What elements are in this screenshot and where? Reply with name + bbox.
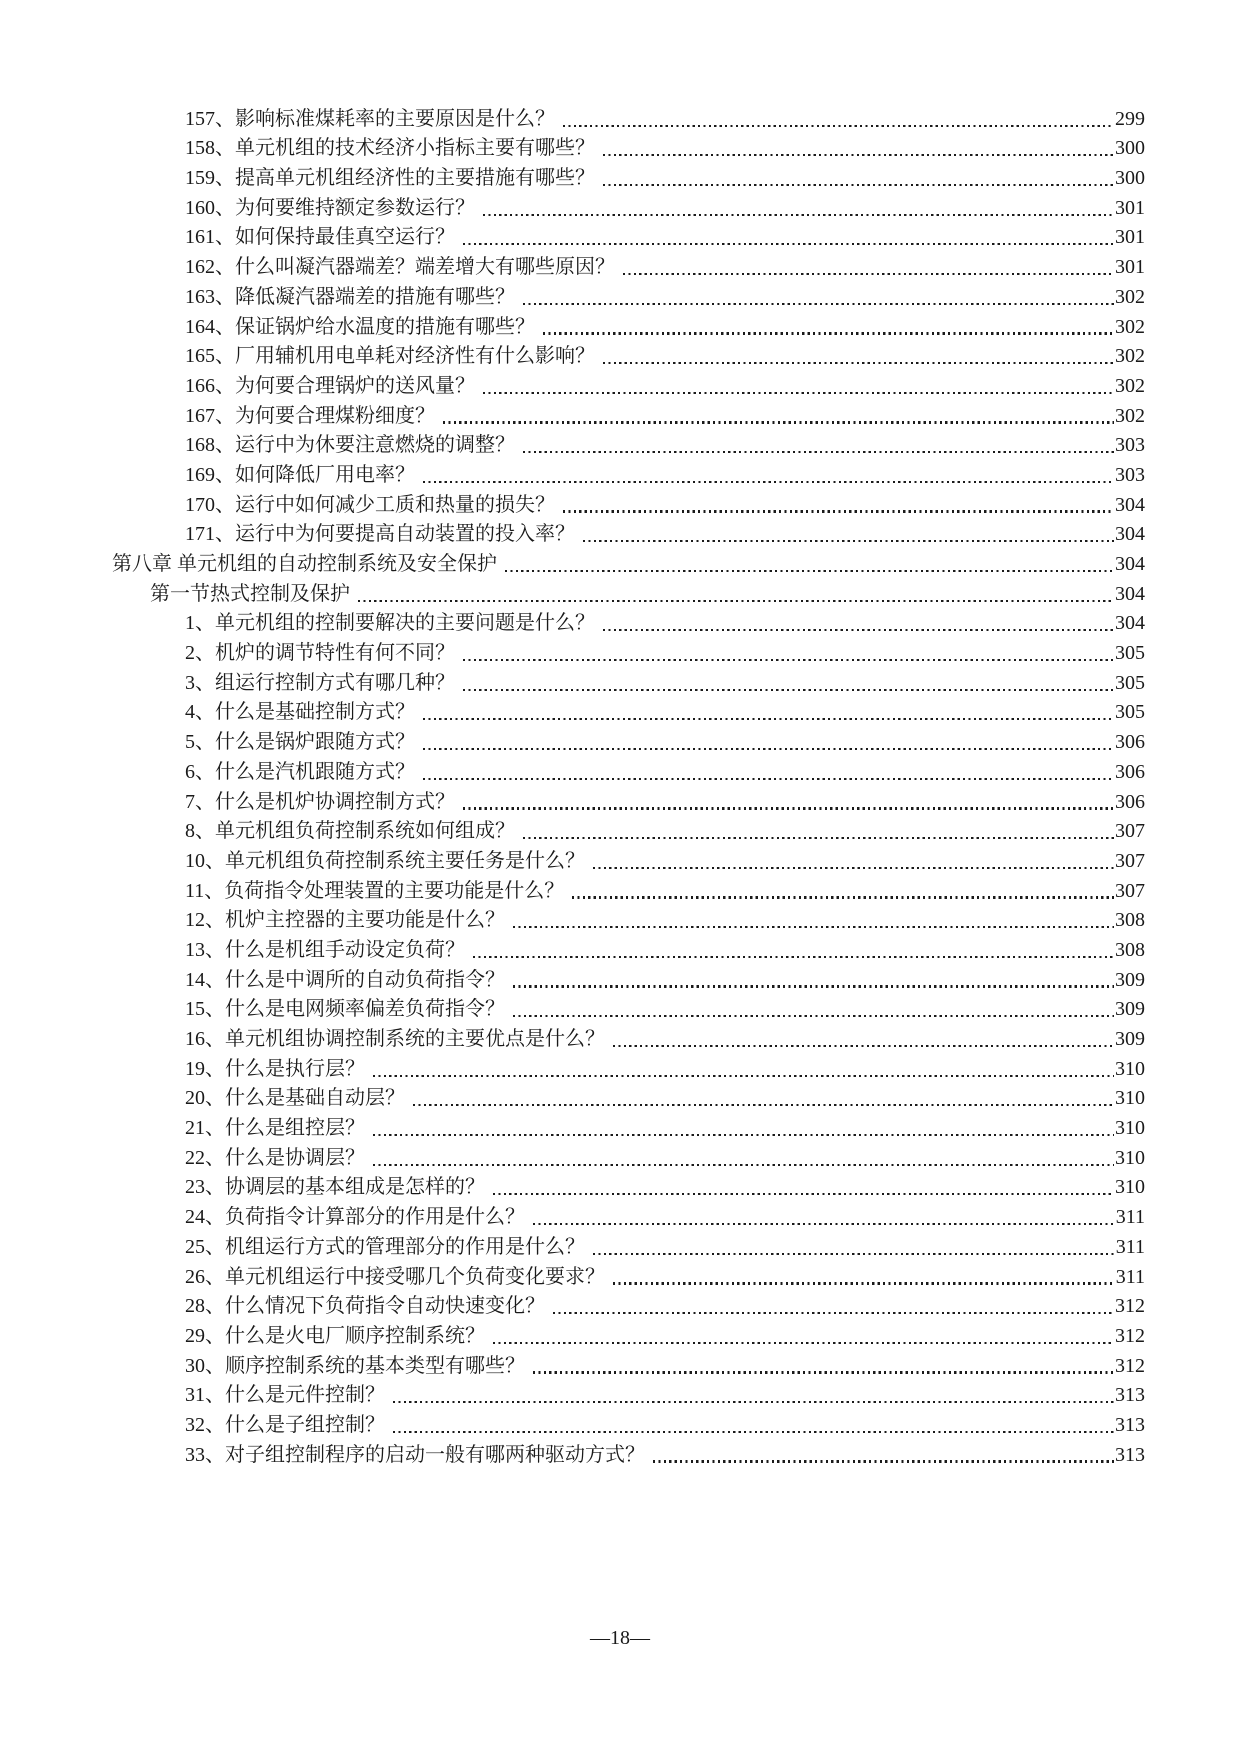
toc-entry-page: 302 <box>1115 374 1145 397</box>
toc-entry-label: 4、什么是基础控制方式？ <box>185 701 415 724</box>
toc-entry-label: 160、为何要维持额定参数运行？ <box>185 196 475 219</box>
toc-entry-label: 32、什么是子组控制？ <box>185 1413 385 1436</box>
toc-entry <box>112 637 1145 667</box>
toc-entry-label: 24、负荷指令计算部分的作用是什么？ <box>185 1206 525 1229</box>
dot-leader <box>505 570 1114 572</box>
toc-entry-page: 312 <box>1115 1295 1145 1318</box>
toc-entry <box>112 1320 1145 1350</box>
toc-entry-page: 307 <box>1115 879 1145 902</box>
toc-entry <box>112 311 1145 341</box>
toc-entry <box>112 786 1145 816</box>
toc-entry <box>112 251 1145 281</box>
toc-entry-label: 30、顺序控制系统的基本类型有哪些？ <box>185 1354 525 1377</box>
dot-leader <box>613 1282 1115 1284</box>
dot-leader <box>358 600 1114 602</box>
toc-entry-label: 164、保证锅炉给水温度的措施有哪些？ <box>185 315 535 338</box>
toc-entry-label: 163、降低凝汽器端差的措施有哪些？ <box>185 285 515 308</box>
toc-entry-label: 21、什么是组控层？ <box>185 1117 365 1140</box>
dot-leader <box>513 926 1114 928</box>
toc-entry-page: 311 <box>1115 1206 1145 1229</box>
toc-entry-page: 302 <box>1115 345 1145 368</box>
toc-entry-label: 20、什么是基础自动层？ <box>185 1087 405 1110</box>
toc-entry-label: 14、什么是中调所的自动负荷指令？ <box>185 968 505 991</box>
toc-entry-label: 33、对子组控制程序的启动一般有哪两种驱动方式？ <box>185 1443 645 1466</box>
toc-entry-page: 309 <box>1115 1028 1145 1050</box>
toc-entry-page: 311 <box>1115 1235 1145 1258</box>
toc-entry <box>112 667 1145 697</box>
toc-entry-page: 304 <box>1115 523 1145 546</box>
toc-entry-label: 161、如何保持最佳真空运行？ <box>185 226 455 249</box>
toc-entry-page: 307 <box>1115 820 1145 843</box>
toc-entry <box>112 578 1145 608</box>
toc-entry-label: 170、运行中如何减少工质和热量的损失？ <box>185 493 555 516</box>
toc-entry-page: 305 <box>1115 642 1145 665</box>
toc-entry <box>112 192 1145 222</box>
toc-entry-page: 301 <box>1115 256 1145 279</box>
toc-entry-label: 158、单元机组的技术经济小指标主要有哪些？ <box>185 137 595 160</box>
toc-entry-page: 312 <box>1115 1324 1145 1347</box>
dot-leader <box>373 1134 1114 1136</box>
toc-entry-label: 15、什么是电网频率偏差负荷指令？ <box>185 998 505 1021</box>
toc-entry-label: 165、厂用辅机用电单耗对经济性有什么影响？ <box>185 345 595 368</box>
toc-entry <box>112 1350 1145 1380</box>
dot-leader <box>603 362 1114 364</box>
dot-leader <box>373 1075 1114 1077</box>
toc-entry-label: 2、机炉的调节特性有何不同？ <box>185 642 455 665</box>
toc-entry <box>112 430 1145 460</box>
dot-leader <box>493 1342 1114 1344</box>
toc-entry <box>112 400 1145 430</box>
toc-entry-label: 10、单元机组负荷控制系统主要任务是什么？ <box>185 849 585 872</box>
toc-entry-page: 310 <box>1115 1057 1145 1080</box>
toc-entry-page: 306 <box>1115 731 1145 754</box>
toc-entry <box>112 281 1145 311</box>
toc-entry-page: 311 <box>1115 1265 1145 1288</box>
dot-leader <box>533 1223 1115 1225</box>
dot-leader <box>473 956 1114 958</box>
dot-leader <box>413 1104 1114 1106</box>
toc-entry-page: 301 <box>1115 226 1145 249</box>
toc-entry <box>112 608 1145 638</box>
toc-entry-label: 3、组运行控制方式有哪几种？ <box>185 671 455 694</box>
dot-leader <box>593 867 1114 869</box>
toc-entry-page: 308 <box>1115 909 1145 932</box>
toc-entry-label: 19、什么是执行层？ <box>185 1057 365 1080</box>
dot-leader <box>463 689 1114 691</box>
toc-entry-page: 306 <box>1115 790 1145 813</box>
table-of-contents <box>112 103 1145 1469</box>
dot-leader <box>653 1460 1114 1462</box>
toc-entry-page: 299 <box>1115 107 1145 130</box>
dot-leader <box>563 510 1114 512</box>
toc-entry <box>112 1201 1145 1231</box>
dot-leader <box>523 303 1114 305</box>
dot-leader <box>603 184 1114 186</box>
toc-entry <box>112 994 1145 1024</box>
toc-entry-label: 第一节热式控制及保护 <box>150 582 350 605</box>
toc-entry <box>112 1231 1145 1261</box>
toc-entry <box>112 489 1145 519</box>
toc-entry-label: 171、运行中为何要提高自动装置的投入率？ <box>185 523 575 546</box>
dot-leader <box>563 125 1114 127</box>
toc-entry <box>112 845 1145 875</box>
toc-entry-label: 第八章 单元机组的自动控制系统及安全保护 <box>112 553 497 575</box>
toc-entry-label: 23、协调层的基本组成是怎样的？ <box>185 1176 485 1199</box>
toc-entry-page: 304 <box>1115 493 1145 516</box>
toc-entry <box>112 964 1145 994</box>
dot-leader <box>423 778 1114 780</box>
toc-entry <box>112 905 1145 935</box>
toc-entry-label: 6、什么是汽机跟随方式？ <box>185 760 415 783</box>
toc-entry-page: 302 <box>1115 315 1145 338</box>
toc-entry-label: 7、什么是机炉协调控制方式？ <box>185 790 455 813</box>
toc-entry-page: 304 <box>1115 582 1145 605</box>
dot-leader <box>373 1164 1114 1166</box>
dot-leader <box>623 273 1114 275</box>
toc-entry-page: 308 <box>1115 938 1145 961</box>
toc-entry-page: 310 <box>1115 1087 1145 1110</box>
dot-leader <box>423 481 1114 483</box>
toc-entry <box>112 1083 1145 1113</box>
dot-leader <box>593 1253 1115 1255</box>
toc-entry <box>112 697 1145 727</box>
toc-entry <box>112 816 1145 846</box>
toc-entry <box>112 1023 1145 1053</box>
toc-entry-label: 162、什么叫凝汽器端差？端差增大有哪些原因？ <box>185 256 615 279</box>
toc-entry-label: 28、什么情况下负荷指令自动快速变化？ <box>185 1295 545 1318</box>
toc-entry-page: 302 <box>1115 404 1145 427</box>
toc-entry-page: 304 <box>1115 612 1145 635</box>
toc-entry-label: 1、单元机组的控制要解决的主要问题是什么？ <box>185 612 595 635</box>
dot-leader <box>493 1193 1114 1195</box>
toc-entry-label: 169、如何降低厂用电率？ <box>185 463 415 486</box>
toc-entry <box>112 341 1145 371</box>
toc-entry <box>112 548 1145 578</box>
toc-entry-page: 310 <box>1115 1117 1145 1140</box>
toc-entry-label: 8、单元机组负荷控制系统如何组成？ <box>185 820 515 843</box>
toc-entry <box>112 1142 1145 1172</box>
toc-entry-page: 313 <box>1115 1413 1145 1436</box>
toc-entry-page: 309 <box>1115 998 1145 1021</box>
toc-entry-page: 303 <box>1115 434 1145 457</box>
dot-leader <box>543 332 1114 334</box>
toc-entry-page: 309 <box>1115 968 1145 991</box>
toc-entry-page: 301 <box>1115 196 1145 219</box>
dot-leader <box>583 540 1114 542</box>
dot-leader <box>553 1312 1114 1314</box>
toc-entry <box>112 519 1145 549</box>
dot-leader <box>572 896 1114 898</box>
toc-entry-page: 307 <box>1115 849 1145 872</box>
dot-leader <box>463 807 1114 809</box>
toc-entry-page: 313 <box>1115 1384 1145 1407</box>
toc-entry <box>112 934 1145 964</box>
toc-entry <box>112 1291 1145 1321</box>
toc-entry-label: 166、为何要合理锅炉的送风量？ <box>185 374 475 397</box>
toc-entry <box>112 459 1145 489</box>
toc-entry-label: 25、机组运行方式的管理部分的作用是什么？ <box>185 1235 585 1258</box>
toc-entry-page: 304 <box>1115 553 1145 575</box>
toc-entry-label: 31、什么是元件控制？ <box>185 1384 385 1407</box>
toc-entry-label: 5、什么是锅炉跟随方式？ <box>185 731 415 754</box>
toc-entry-label: 13、什么是机组手动设定负荷？ <box>185 938 465 961</box>
toc-entry-label: 29、什么是火电厂顺序控制系统？ <box>185 1324 485 1347</box>
toc-entry <box>112 756 1145 786</box>
toc-entry-page: 312 <box>1115 1354 1145 1377</box>
dot-leader <box>603 629 1114 631</box>
toc-entry-page: 303 <box>1115 463 1145 486</box>
toc-entry <box>112 1112 1145 1142</box>
dot-leader <box>613 1045 1114 1047</box>
toc-entry-page: 306 <box>1115 760 1145 783</box>
toc-entry <box>112 162 1145 192</box>
toc-entry-page: 313 <box>1115 1443 1145 1466</box>
page-number-footer: —18— <box>590 1627 650 1649</box>
dot-leader <box>463 659 1114 661</box>
dot-leader <box>393 1401 1114 1403</box>
toc-entry <box>112 875 1145 905</box>
dot-leader <box>393 1431 1114 1433</box>
toc-entry-page: 310 <box>1115 1176 1145 1199</box>
toc-entry <box>112 370 1145 400</box>
dot-leader <box>463 243 1114 245</box>
toc-entry-label: 22、什么是协调层？ <box>185 1146 365 1169</box>
dot-leader <box>523 451 1114 453</box>
toc-entry-page: 310 <box>1115 1146 1145 1169</box>
toc-entry-label: 167、为何要合理煤粉细度？ <box>185 404 435 427</box>
toc-entry <box>112 1053 1145 1083</box>
toc-entry-label: 16、单元机组协调控制系统的主要优点是什么？ <box>185 1028 605 1050</box>
toc-entry <box>112 726 1145 756</box>
toc-entry-label: 159、提高单元机组经济性的主要措施有哪些？ <box>185 167 595 190</box>
toc-entry-label: 157、影响标准煤耗率的主要原因是什么？ <box>185 107 555 130</box>
toc-entry-label: 11、负荷指令处理装置的主要功能是什么？ <box>185 879 565 902</box>
toc-entry <box>112 1172 1145 1202</box>
toc-entry-page: 300 <box>1115 167 1145 190</box>
toc-entry <box>112 1409 1145 1439</box>
toc-entry <box>112 1261 1145 1291</box>
toc-entry-page: 302 <box>1115 285 1145 308</box>
dot-leader <box>443 421 1114 423</box>
dot-leader <box>603 154 1114 156</box>
toc-entry-page: 300 <box>1115 137 1145 160</box>
toc-entry-label: 12、机炉主控器的主要功能是什么？ <box>185 909 505 932</box>
dot-leader <box>423 718 1114 720</box>
dot-leader <box>513 1015 1114 1017</box>
toc-entry <box>112 1380 1145 1410</box>
dot-leader <box>423 748 1114 750</box>
toc-entry-label: 168、运行中为休要注意燃烧的调整？ <box>185 434 515 457</box>
dot-leader <box>523 837 1114 839</box>
toc-entry-page: 305 <box>1115 701 1145 724</box>
toc-entry <box>112 103 1145 133</box>
toc-entry-page: 305 <box>1115 671 1145 694</box>
toc-entry <box>112 222 1145 252</box>
dot-leader <box>483 214 1114 216</box>
dot-leader <box>513 985 1114 987</box>
dot-leader <box>533 1371 1114 1373</box>
dot-leader <box>483 392 1114 394</box>
toc-entry <box>112 1439 1145 1469</box>
toc-entry-label: 26、单元机组运行中接受哪几个负荷变化要求？ <box>185 1265 605 1288</box>
toc-entry <box>112 133 1145 163</box>
